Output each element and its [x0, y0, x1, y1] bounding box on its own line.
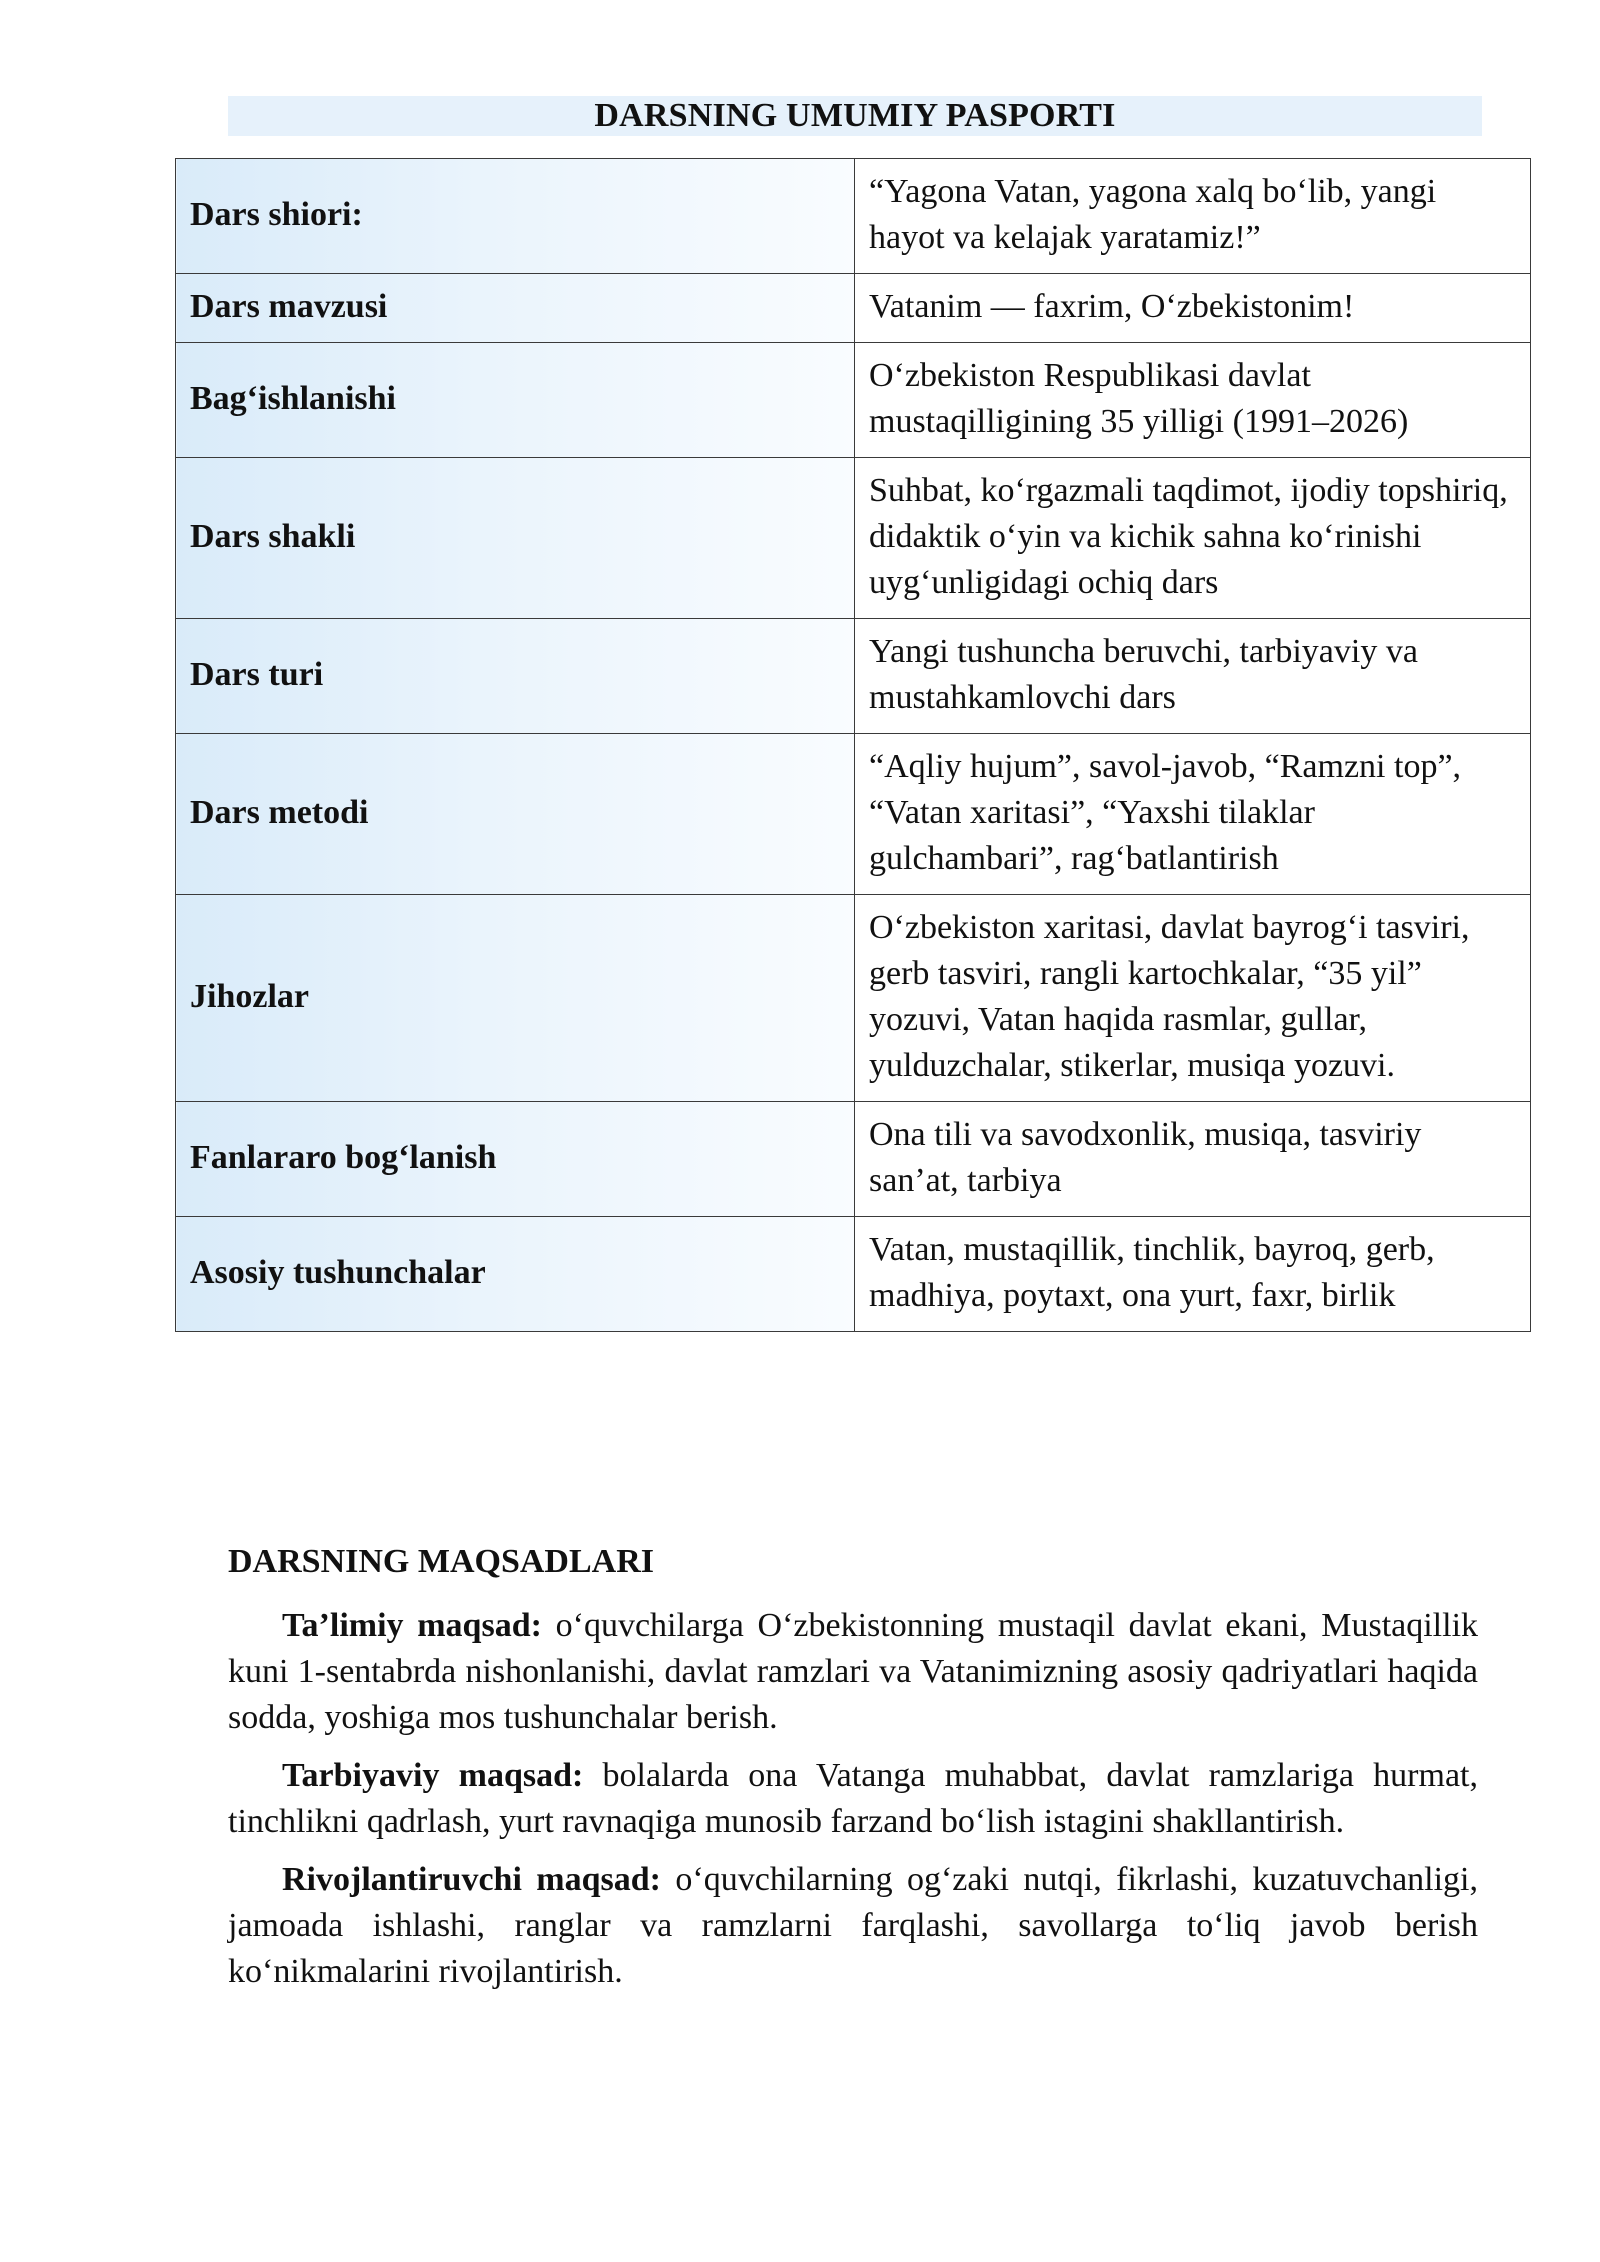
row-value: “Aqliy hujum”, savol-javob, “Ramzni top”, “Vatan xaritasi”, “Yaxshi tilaklar gulchambari”, rag‘batlantirish — [855, 734, 1531, 895]
goal-developmental — [228, 1857, 1478, 1995]
goal-label: Ta’limiy maqsad: — [282, 1607, 542, 1644]
table-row-topic — [176, 274, 1531, 343]
row-value: O‘zbekiston Respublikasi davlat mustaqilligining 35 yilligi (1991–2026) — [855, 343, 1531, 458]
row-value: Ona tili va savodxonlik, musiqa, tasviriy san’at, tarbiya — [855, 1102, 1531, 1217]
row-label: Dars turi — [176, 619, 855, 734]
table-row-lesson-form — [176, 458, 1531, 619]
goal-upbringing — [228, 1753, 1478, 1845]
row-label: Dars shiori: — [176, 159, 855, 274]
goal-text: o‘quvchilarning og‘zaki nutqi, fikrlashi, kuzatuvchanligi, jamoada ishlashi, ranglar va ramzlarni farqlashi, savollarga to‘liq javob berish ko‘nikmalarini rivojlantirish. — [228, 1861, 1478, 1990]
row-label: Fanlararo bog‘lanish — [176, 1102, 855, 1217]
table-row-equipment — [176, 895, 1531, 1102]
goal-label: Tarbiyaviy maqsad: — [282, 1757, 584, 1794]
table-row-key-concepts — [176, 1217, 1531, 1332]
row-label: Jihozlar — [176, 895, 855, 1102]
goal-label: Rivojlantiruvchi maqsad: — [282, 1861, 661, 1898]
row-value: O‘zbekiston xaritasi, davlat bayrog‘i tasviri, gerb tasviri, rangli kartochkalar, “35 yil” yozuvi, Vatan haqida rasmlar, gullar, yulduzchalar, stikerlar, musiqa yozuvi. — [855, 895, 1531, 1102]
row-value: Yangi tushuncha beruvchi, tarbiyaviy va mustahkamlovchi dars — [855, 619, 1531, 734]
row-label: Dars shakli — [176, 458, 855, 619]
row-label: Asosiy tushunchalar — [176, 1217, 855, 1332]
goal-text: bolalarda ona Vatanga muhabbat, davlat ramzlariga hurmat, tinchlikni qadrlash, yurt ravnaqiga munosib farzand bo‘lish istagini shakllantirish. — [228, 1757, 1478, 1840]
page-title: DARSNING UMUMIY PASPORTI — [228, 96, 1482, 136]
row-label: Bag‘ishlanishi — [176, 343, 855, 458]
table-row-dedication — [176, 343, 1531, 458]
row-value: Vatan, mustaqillik, tinchlik, bayroq, gerb, madhiya, poytaxt, ona yurt, faxr, birlik — [855, 1217, 1531, 1332]
goals-heading: DARSNING MAQSADLARI — [228, 1543, 654, 1580]
table-row-interdisciplinary — [176, 1102, 1531, 1217]
row-label: Dars mavzusi — [176, 274, 855, 343]
goal-educational — [228, 1603, 1478, 1741]
goals-section — [228, 1603, 1478, 2007]
row-value: Vatanim — faxrim, O‘zbekistonim! — [855, 274, 1531, 343]
row-label: Dars metodi — [176, 734, 855, 895]
table-row-motto — [176, 159, 1531, 274]
goal-text: o‘quvchilarga O‘zbekistonning mustaqil davlat ekani, Mustaqillik kuni 1-sentabrda nishonlanishi, davlat ramzlari va Vatanimizning asosiy qadriyatlari haqida sodda, yoshiga mos tushunchalar berish. — [228, 1607, 1479, 1736]
row-value: Suhbat, ko‘rgazmali taqdimot, ijodiy topshiriq, didaktik o‘yin va kichik sahna ko‘rinishi uyg‘unligidagi ochiq dars — [855, 458, 1531, 619]
row-value: “Yagona Vatan, yagona xalq bo‘lib, yangi hayot va kelajak yaratamiz!” — [855, 159, 1531, 274]
lesson-passport-table — [175, 158, 1531, 1332]
table-row-lesson-method — [176, 734, 1531, 895]
table-row-lesson-type — [176, 619, 1531, 734]
